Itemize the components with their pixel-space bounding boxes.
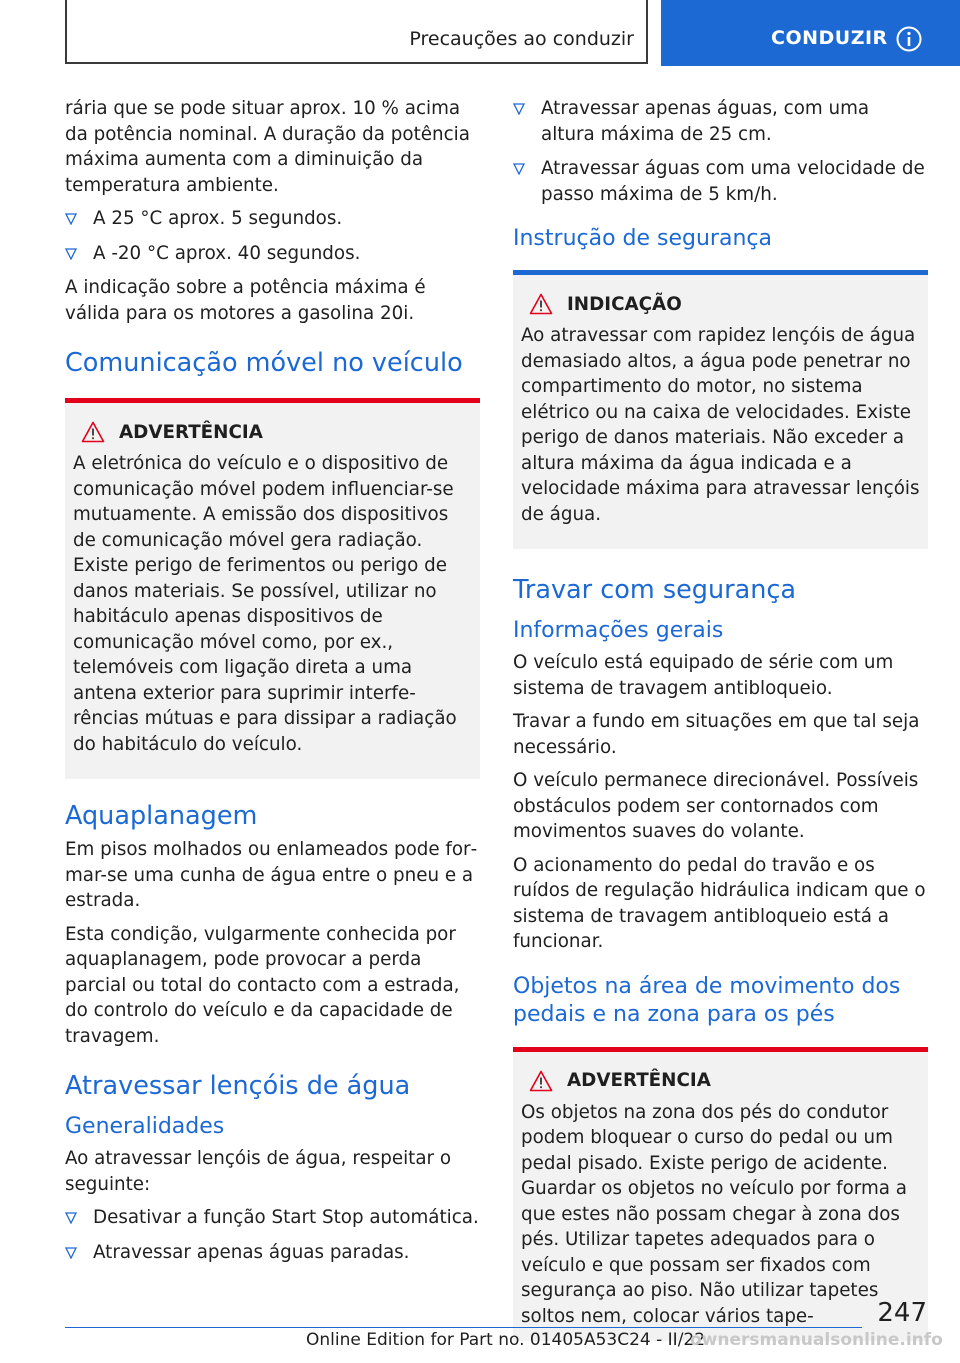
bullet-triangle-icon xyxy=(513,103,525,115)
heading-general: Generalidades xyxy=(65,1114,225,1139)
bullet-triangle-icon xyxy=(513,163,525,175)
braking-paragraph: O veículo está equipado de série com um sistema de travagem antibloqueio. xyxy=(513,652,894,699)
braking-paragraph: Travar a fundo em situações em que tal seja necessário. xyxy=(513,711,920,758)
notice-box xyxy=(513,270,928,549)
heading-mobile-communication: Comunicação móvel no veículo xyxy=(65,348,463,378)
page-number: 247 xyxy=(877,1298,927,1328)
bullet-triangle-icon xyxy=(65,1247,77,1259)
list-item: Atravessar apenas águas, com uma altura máxima de 25 cm. xyxy=(513,96,928,147)
section-tab[interactable] xyxy=(661,0,960,66)
braking-paragraph: O acionamento do pedal do travão e os ruídos de regulação hidráulica indicam que o sistema de travagem antibloqueio está a funcionar. xyxy=(513,854,926,952)
footer-divider xyxy=(65,1327,862,1328)
bullet-triangle-icon xyxy=(65,248,77,260)
heading-water-crossing: Atravessar lençóis de água xyxy=(65,1071,411,1101)
braking-paragraph: O veículo permanece direcionável. Possíveis obstáculos podem ser contornados com movimentos suaves do volante. xyxy=(513,770,919,842)
warning-triangle-icon xyxy=(529,1070,553,1092)
warning-title: ADVERTÊNCIA xyxy=(119,421,263,443)
intro-paragraph: rária que se pode situar aprox. 10 % acima da potência nominal. A duração da potência máxima aumenta com a diminuição da temperatura ambiente. xyxy=(65,98,470,196)
warning-triangle-icon xyxy=(529,293,553,315)
right-column xyxy=(513,96,928,1363)
watermark-text: ownersmanualsonline.info xyxy=(690,1330,943,1350)
heading-objects-pedals: Objetos na área de movimento dos pedais e na zona para os pés xyxy=(513,973,901,1027)
heading-safety-instruction: Instrução de segurança xyxy=(513,226,772,251)
warning-triangle-icon xyxy=(81,421,105,443)
notice-text: Ao atravessar com rapidez lençóis de água demasiado altos, a água pode penetrar no compartimento do motor, no sistema elétrico ou na caixa de velocidades. Existe perigo de danos materiais. Não exceder a altura máxima da água indicada e a velocidade máxima para atravessar lençóis de água. xyxy=(521,325,920,525)
left-column xyxy=(65,96,480,1274)
aquaplaning-paragraph: Esta condição, vulgarmente conhecida por aquaplanagem, pode provocar a perda parcial ou total do contacto com a estrada, do controlo do veículo e da capacidade de travagem. xyxy=(65,923,460,1047)
list-item: A -20 °C aprox. 40 segundos. xyxy=(65,241,480,267)
general-paragraph: Ao atravessar lençóis de água, respeitar o seguinte: xyxy=(65,1148,452,1195)
warning-text: A eletrónica do veículo e o dispositivo de comunicação móvel podem influenciar-se mutuamente. A emissão dos dispositivos de comunicação móvel gera radiação. Existe perigo de ferimentos ou perigo de danos materiais. Se possível, utilizar no habitáculo apenas dispositivos de comunicação móvel como, por ex., telemóveis com ligação direta a uma antena exterior para suprimir interferências mútuas e para dissipar a radiação do habitáculo do veículo. xyxy=(73,453,457,755)
warning-text: Os objetos na zona dos pés do condutor podem bloquear o curso do pedal ou um pedal pisado. Existe perigo de acidente. Guardar os objetos no veículo por forma a que estes não possam chegar à zona dos pés. Utilizar tapetes adequados para o veículo e que possam ser fixados com segurança ao piso. Não utilizar tapetes soltos nem, colocar vários tape- xyxy=(521,1101,908,1327)
bullet-triangle-icon xyxy=(65,213,77,225)
heading-aquaplaning: Aquaplanagem xyxy=(65,801,258,831)
heading-general-info: Informações gerais xyxy=(513,618,724,643)
info-icon xyxy=(896,26,922,52)
chapter-title: Precauções ao conduzir xyxy=(409,28,634,50)
section-label: CONDUZIR xyxy=(771,27,888,49)
note-paragraph: A indicação sobre a potência máxima é válida para os motores a gasolina 20i. xyxy=(65,277,426,324)
list-item: Atravessar apenas águas paradas. xyxy=(65,1240,480,1266)
list-item: Atravessar águas com uma velocidade de passo máxima de 5 km/h. xyxy=(513,156,928,207)
header-chapter-box xyxy=(65,0,648,64)
warning-box xyxy=(65,398,480,779)
warning-title: ADVERTÊNCIA xyxy=(567,1070,711,1091)
heading-safe-braking: Travar com segurança xyxy=(513,575,797,605)
edition-text: Online Edition for Part no. 01405A53C24 - II/22 xyxy=(306,1330,706,1350)
bullet-triangle-icon xyxy=(65,1212,77,1224)
list-item: A 25 °C aprox. 5 segundos. xyxy=(65,206,480,232)
list-item: Desativar a função Start Stop automática. xyxy=(65,1205,480,1231)
notice-title: INDICAÇÃO xyxy=(567,293,682,315)
aquaplaning-paragraph: Em pisos molhados ou enlameados pode formar-se uma cunha de água entre o pneu e a estrada. xyxy=(65,839,478,911)
warning-box xyxy=(513,1047,928,1342)
